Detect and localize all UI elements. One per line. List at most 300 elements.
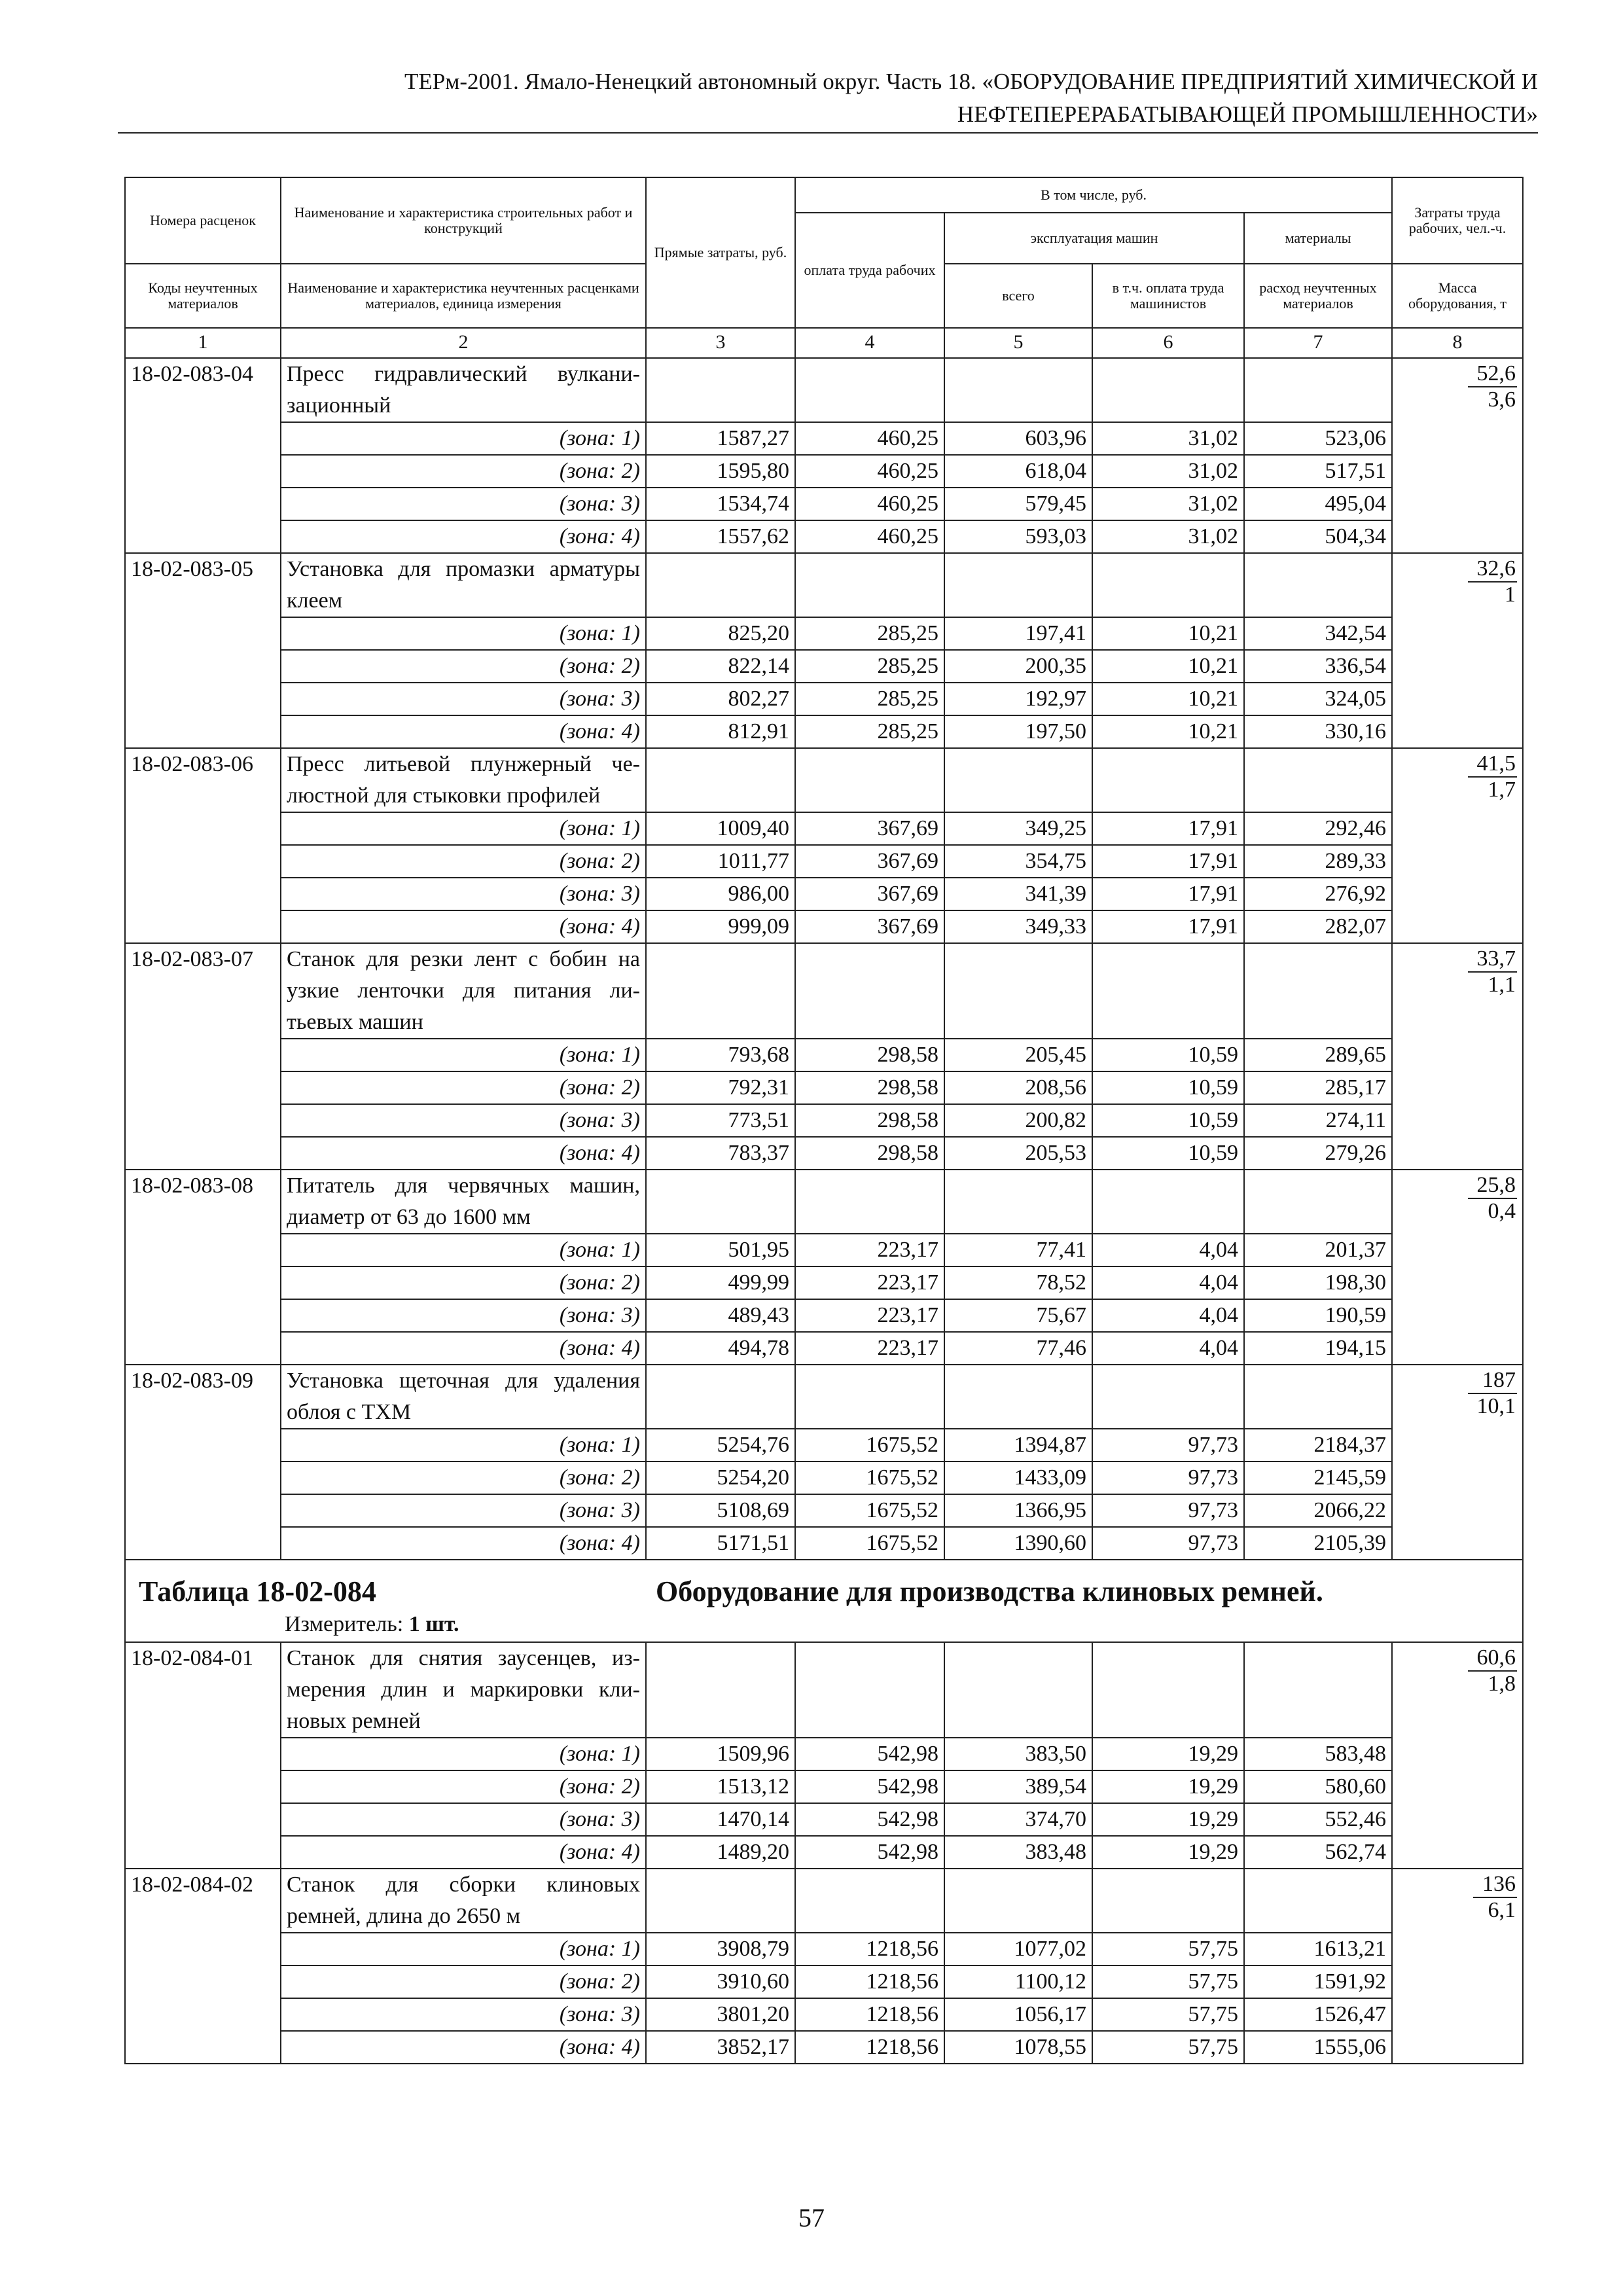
rates-table — [124, 177, 1524, 2064]
zone-row — [125, 520, 1523, 553]
materials-value: 292,46 — [1244, 812, 1392, 845]
table-label: Таблица 18-02-084 — [139, 1575, 376, 1607]
machines-total-value: 389,54 — [944, 1770, 1092, 1803]
column-numbers-row — [125, 328, 1523, 358]
machines-total-value: 77,41 — [944, 1234, 1092, 1266]
empty-cell — [646, 553, 795, 617]
column-number: 5 — [944, 328, 1092, 358]
workers-pay-value: 367,69 — [795, 845, 944, 878]
page-number: 57 — [798, 2203, 825, 2233]
header-materials: материалы — [1244, 213, 1392, 264]
labor-mass-fraction — [1392, 358, 1523, 553]
machines-total-value: 1366,95 — [944, 1494, 1092, 1527]
zone-label: (зона: 4) — [281, 1527, 646, 1560]
machinists-pay-value: 10,59 — [1092, 1039, 1244, 1071]
materials-value: 552,46 — [1244, 1803, 1392, 1836]
machinists-pay-value: 19,29 — [1092, 1738, 1244, 1770]
empty-cell — [1244, 553, 1392, 617]
fraction — [1468, 948, 1518, 996]
direct-costs-value: 1470,14 — [646, 1803, 795, 1836]
empty-cell — [1092, 1642, 1244, 1738]
machines-total-value: 354,75 — [944, 845, 1092, 878]
empty-cell — [1092, 1869, 1244, 1933]
materials-value: 342,54 — [1244, 617, 1392, 650]
header-rates-codes: Коды неучтенных материалов — [125, 264, 281, 328]
table-title-line — [139, 1573, 1517, 1610]
rate-code: 18-02-083-05 — [125, 553, 281, 748]
direct-costs-value: 3908,79 — [646, 1933, 795, 1965]
machines-total-value: 579,45 — [944, 488, 1092, 520]
measurer-value: 1 шт. — [408, 1612, 459, 1636]
zone-label: (зона: 1) — [281, 812, 646, 845]
labor-mass-fraction — [1392, 748, 1523, 943]
zone-label: (зона: 3) — [281, 683, 646, 715]
materials-value: 523,06 — [1244, 422, 1392, 455]
machinists-pay-value: 10,21 — [1092, 617, 1244, 650]
empty-cell — [1092, 553, 1244, 617]
direct-costs-value: 1557,62 — [646, 520, 795, 553]
zone-label: (зона: 3) — [281, 878, 646, 910]
zone-row — [125, 812, 1523, 845]
labor-value: 32,6 — [1468, 558, 1518, 583]
zone-label: (зона: 1) — [281, 1738, 646, 1770]
machines-total-value: 200,35 — [944, 650, 1092, 683]
machinists-pay-value: 4,04 — [1092, 1332, 1244, 1365]
zone-label: (зона: 4) — [281, 520, 646, 553]
zone-label: (зона: 1) — [281, 1039, 646, 1071]
workers-pay-value: 1218,56 — [795, 2031, 944, 2064]
empty-cell — [646, 1642, 795, 1738]
workers-pay-value: 367,69 — [795, 812, 944, 845]
materials-value: 2184,37 — [1244, 1429, 1392, 1462]
fraction — [1468, 363, 1518, 411]
zone-label: (зона: 4) — [281, 1836, 646, 1869]
workers-pay-value: 285,25 — [795, 715, 944, 748]
empty-cell — [795, 1170, 944, 1234]
zone-row — [125, 1104, 1523, 1137]
empty-cell — [1244, 748, 1392, 812]
mass-value: 1 — [1505, 583, 1516, 607]
materials-value: 289,65 — [1244, 1039, 1392, 1071]
machines-total-value: 603,96 — [944, 422, 1092, 455]
direct-costs-value: 1534,74 — [646, 488, 795, 520]
workers-pay-value: 223,17 — [795, 1266, 944, 1299]
rate-item-row — [125, 553, 1523, 617]
rate-item-row — [125, 1642, 1523, 1738]
zone-row — [125, 1494, 1523, 1527]
zone-label: (зона: 4) — [281, 1137, 646, 1170]
workers-pay-value: 1675,52 — [795, 1527, 944, 1560]
machinists-pay-value: 19,29 — [1092, 1803, 1244, 1836]
direct-costs-value: 783,37 — [646, 1137, 795, 1170]
machines-total-value: 78,52 — [944, 1266, 1092, 1299]
direct-costs-value: 802,27 — [646, 683, 795, 715]
zone-label: (зона: 3) — [281, 1494, 646, 1527]
workers-pay-value: 223,17 — [795, 1332, 944, 1365]
zone-label: (зона: 1) — [281, 422, 646, 455]
rate-item-row — [125, 358, 1523, 422]
zone-label: (зона: 4) — [281, 910, 646, 943]
workers-pay-value: 1218,56 — [795, 1933, 944, 1965]
workers-pay-value: 460,25 — [795, 422, 944, 455]
zone-label: (зона: 2) — [281, 650, 646, 683]
empty-cell — [795, 943, 944, 1039]
mass-value: 3,6 — [1488, 387, 1516, 412]
machinists-pay-value: 10,59 — [1092, 1071, 1244, 1104]
zone-row — [125, 878, 1523, 910]
empty-cell — [1244, 1869, 1392, 1933]
rate-name: Станок для резки лент с бобин на узкие ленточки для питания литьевых машин — [281, 943, 646, 1039]
rate-code: 18-02-083-09 — [125, 1365, 281, 1560]
labor-value: 52,6 — [1468, 363, 1518, 387]
machines-total-value: 192,97 — [944, 683, 1092, 715]
rate-name: Станок для снятия заусенцев, измерения длин и маркировки клиновых ремней — [281, 1642, 646, 1738]
header-work-name: Наименование и характеристика строительных работ и конструкций — [281, 177, 646, 264]
materials-value: 1526,47 — [1244, 1998, 1392, 2031]
empty-cell — [944, 1642, 1092, 1738]
header-materials-name: Наименование и характеристика неучтенных расценками материалов, единица измерения — [281, 264, 646, 328]
column-number: 2 — [281, 328, 646, 358]
empty-cell — [795, 1869, 944, 1933]
direct-costs-value: 986,00 — [646, 878, 795, 910]
direct-costs-value: 489,43 — [646, 1299, 795, 1332]
empty-cell — [1244, 358, 1392, 422]
header-direct-costs: Прямые затраты, руб. — [646, 177, 795, 328]
mass-value: 1,1 — [1488, 973, 1516, 997]
header-row — [125, 177, 1523, 213]
rate-name: Станок для сборки клиновых ремней, длина до 2650 м — [281, 1869, 646, 1933]
zone-row — [125, 1738, 1523, 1770]
materials-value: 282,07 — [1244, 910, 1392, 943]
machinists-pay-value: 17,91 — [1092, 878, 1244, 910]
labor-mass-fraction — [1392, 943, 1523, 1170]
labor-mass-fraction — [1392, 553, 1523, 748]
materials-value: 2105,39 — [1244, 1527, 1392, 1560]
table-title-row — [125, 1560, 1523, 1642]
rate-name: Питатель для червячных машин, диаметр от 63 до 1600 мм — [281, 1170, 646, 1234]
materials-value: 1591,92 — [1244, 1965, 1392, 1998]
materials-value: 289,33 — [1244, 845, 1392, 878]
empty-cell — [1092, 358, 1244, 422]
empty-cell — [795, 358, 944, 422]
zone-row — [125, 715, 1523, 748]
direct-costs-value: 793,68 — [646, 1039, 795, 1071]
direct-costs-value: 1595,80 — [646, 455, 795, 488]
empty-cell — [646, 748, 795, 812]
empty-cell — [944, 553, 1092, 617]
zone-row — [125, 1770, 1523, 1803]
workers-pay-value: 542,98 — [795, 1836, 944, 1869]
machines-total-value: 341,39 — [944, 878, 1092, 910]
workers-pay-value: 298,58 — [795, 1104, 944, 1137]
materials-value: 580,60 — [1244, 1770, 1392, 1803]
empty-cell — [646, 1365, 795, 1429]
machinists-pay-value: 10,59 — [1092, 1104, 1244, 1137]
workers-pay-value: 1675,52 — [795, 1494, 944, 1527]
zone-row — [125, 1998, 1523, 2031]
machines-total-value: 205,53 — [944, 1137, 1092, 1170]
zone-row — [125, 683, 1523, 715]
direct-costs-value: 3910,60 — [646, 1965, 795, 1998]
labor-value: 187 — [1468, 1369, 1518, 1394]
direct-costs-value: 5171,51 — [646, 1527, 795, 1560]
column-number: 8 — [1392, 328, 1523, 358]
mass-value: 6,1 — [1488, 1898, 1516, 1922]
direct-costs-value: 1011,77 — [646, 845, 795, 878]
mass-value: 1,7 — [1488, 778, 1516, 802]
zone-label: (зона: 4) — [281, 1332, 646, 1365]
zone-label: (зона: 1) — [281, 1933, 646, 1965]
direct-costs-value: 812,91 — [646, 715, 795, 748]
fraction — [1468, 558, 1518, 606]
machinists-pay-value: 10,21 — [1092, 715, 1244, 748]
direct-costs-value: 1509,96 — [646, 1738, 795, 1770]
direct-costs-value: 1513,12 — [646, 1770, 795, 1803]
zone-label: (зона: 3) — [281, 1998, 646, 2031]
workers-pay-value: 285,25 — [795, 617, 944, 650]
direct-costs-value: 3801,20 — [646, 1998, 795, 2031]
zone-row — [125, 617, 1523, 650]
workers-pay-value: 1675,52 — [795, 1462, 944, 1494]
zone-row — [125, 1266, 1523, 1299]
direct-costs-value: 825,20 — [646, 617, 795, 650]
direct-costs-value: 499,99 — [646, 1266, 795, 1299]
header-machinists-pay: в т.ч. оплата труда машинистов — [1092, 264, 1244, 328]
zone-row — [125, 650, 1523, 683]
machinists-pay-value: 97,73 — [1092, 1494, 1244, 1527]
materials-value: 190,59 — [1244, 1299, 1392, 1332]
zone-row — [125, 1462, 1523, 1494]
header-workers-pay: оплата труда рабочих — [795, 213, 944, 328]
machinists-pay-value: 97,73 — [1092, 1429, 1244, 1462]
materials-value: 336,54 — [1244, 650, 1392, 683]
machinists-pay-value: 57,75 — [1092, 1998, 1244, 2031]
zone-row — [125, 1299, 1523, 1332]
rate-item-row — [125, 1365, 1523, 1429]
zone-label: (зона: 1) — [281, 1429, 646, 1462]
workers-pay-value: 285,25 — [795, 650, 944, 683]
workers-pay-value: 223,17 — [795, 1299, 944, 1332]
zone-label: (зона: 3) — [281, 488, 646, 520]
fraction — [1468, 1647, 1518, 1695]
empty-cell — [795, 1365, 944, 1429]
zone-label: (зона: 3) — [281, 1299, 646, 1332]
rate-code: 18-02-083-06 — [125, 748, 281, 943]
column-number: 6 — [1092, 328, 1244, 358]
empty-cell — [1092, 748, 1244, 812]
rate-code: 18-02-083-08 — [125, 1170, 281, 1365]
materials-value: 285,17 — [1244, 1071, 1392, 1104]
rate-code: 18-02-084-01 — [125, 1642, 281, 1869]
machinists-pay-value: 97,73 — [1092, 1462, 1244, 1494]
page-header — [118, 65, 1538, 134]
empty-cell — [646, 358, 795, 422]
workers-pay-value: 460,25 — [795, 455, 944, 488]
rate-name: Пресс литьевой плунжерный челюстной для стыковки профилей — [281, 748, 646, 812]
machinists-pay-value: 4,04 — [1092, 1234, 1244, 1266]
materials-value: 562,74 — [1244, 1836, 1392, 1869]
zone-row — [125, 845, 1523, 878]
machines-total-value: 1394,87 — [944, 1429, 1092, 1462]
empty-cell — [1092, 1170, 1244, 1234]
header-line-1: ТЕРм-2001. Ямало-Ненецкий автономный округ. Часть 18. «ОБОРУДОВАНИЕ ПРЕДПРИЯТИЙ ХИМИЧЕСКОЙ И — [404, 69, 1538, 94]
empty-cell — [944, 1170, 1092, 1234]
labor-mass-fraction — [1392, 1642, 1523, 1869]
machinists-pay-value: 17,91 — [1092, 910, 1244, 943]
empty-cell — [646, 943, 795, 1039]
zone-label: (зона: 1) — [281, 617, 646, 650]
zone-row — [125, 1933, 1523, 1965]
direct-costs-value: 1587,27 — [646, 422, 795, 455]
machinists-pay-value: 57,75 — [1092, 1933, 1244, 1965]
direct-costs-value: 999,09 — [646, 910, 795, 943]
workers-pay-value: 367,69 — [795, 910, 944, 943]
machines-total-value: 349,25 — [944, 812, 1092, 845]
workers-pay-value: 298,58 — [795, 1137, 944, 1170]
labor-value: 25,8 — [1468, 1174, 1518, 1199]
zone-row — [125, 2031, 1523, 2064]
workers-pay-value: 460,25 — [795, 520, 944, 553]
materials-value: 279,26 — [1244, 1137, 1392, 1170]
machinists-pay-value: 17,91 — [1092, 845, 1244, 878]
zone-label: (зона: 2) — [281, 1266, 646, 1299]
materials-value: 330,16 — [1244, 715, 1392, 748]
zone-label: (зона: 3) — [281, 1104, 646, 1137]
materials-value: 1613,21 — [1244, 1933, 1392, 1965]
zone-row — [125, 910, 1523, 943]
workers-pay-value: 1675,52 — [795, 1429, 944, 1462]
table-title: Оборудование для производства клиновых ремней. — [656, 1575, 1323, 1607]
rate-item-row — [125, 943, 1523, 1039]
labor-mass-fraction — [1392, 1170, 1523, 1365]
machines-total-value: 383,50 — [944, 1738, 1092, 1770]
materials-value: 583,48 — [1244, 1738, 1392, 1770]
rate-code: 18-02-084-02 — [125, 1869, 281, 2064]
empty-cell — [944, 748, 1092, 812]
machinists-pay-value: 31,02 — [1092, 520, 1244, 553]
empty-cell — [795, 748, 944, 812]
machinists-pay-value: 57,75 — [1092, 2031, 1244, 2064]
materials-value: 194,15 — [1244, 1332, 1392, 1365]
empty-cell — [1244, 1170, 1392, 1234]
labor-value: 60,6 — [1468, 1647, 1518, 1672]
machines-total-value: 1077,02 — [944, 1933, 1092, 1965]
materials-value: 1555,06 — [1244, 2031, 1392, 2064]
machines-total-value: 197,41 — [944, 617, 1092, 650]
direct-costs-value: 1009,40 — [646, 812, 795, 845]
materials-value: 274,11 — [1244, 1104, 1392, 1137]
rate-name: Пресс гидравлический вулканизационный — [281, 358, 646, 422]
header-materials-usage: расход неучтенных материалов — [1244, 264, 1392, 328]
rate-code: 18-02-083-04 — [125, 358, 281, 553]
machinists-pay-value: 4,04 — [1092, 1299, 1244, 1332]
empty-cell — [1092, 943, 1244, 1039]
materials-value: 324,05 — [1244, 683, 1392, 715]
empty-cell — [944, 943, 1092, 1039]
direct-costs-value: 1489,20 — [646, 1836, 795, 1869]
workers-pay-value: 542,98 — [795, 1738, 944, 1770]
workers-pay-value: 298,58 — [795, 1071, 944, 1104]
workers-pay-value: 1218,56 — [795, 1965, 944, 1998]
header-machines: эксплуатация машин — [944, 213, 1244, 264]
machinists-pay-value: 31,02 — [1092, 488, 1244, 520]
machinists-pay-value: 97,73 — [1092, 1527, 1244, 1560]
zone-label: (зона: 1) — [281, 1234, 646, 1266]
fraction — [1468, 1369, 1518, 1418]
machines-total-value: 205,45 — [944, 1039, 1092, 1071]
machines-total-value: 200,82 — [944, 1104, 1092, 1137]
machines-total-value: 77,46 — [944, 1332, 1092, 1365]
zone-row — [125, 1803, 1523, 1836]
workers-pay-value: 460,25 — [795, 488, 944, 520]
zone-row — [125, 1234, 1523, 1266]
workers-pay-value: 542,98 — [795, 1803, 944, 1836]
labor-value: 136 — [1473, 1873, 1517, 1898]
labor-value: 33,7 — [1468, 948, 1518, 973]
table-title-block — [125, 1560, 1523, 1642]
zone-label: (зона: 3) — [281, 1803, 646, 1836]
machines-total-value: 1100,12 — [944, 1965, 1092, 1998]
zone-label: (зона: 2) — [281, 1965, 646, 1998]
rate-code: 18-02-083-07 — [125, 943, 281, 1170]
machines-total-value: 349,33 — [944, 910, 1092, 943]
materials-value: 495,04 — [1244, 488, 1392, 520]
labor-mass-fraction — [1392, 1365, 1523, 1560]
machinists-pay-value: 31,02 — [1092, 422, 1244, 455]
labor-mass-fraction — [1392, 1869, 1523, 2064]
machinists-pay-value: 19,29 — [1092, 1836, 1244, 1869]
machines-total-value: 1078,55 — [944, 2031, 1092, 2064]
zone-label: (зона: 2) — [281, 1462, 646, 1494]
header-line-2: НЕФТЕПЕРЕРАБАТЫВАЮЩЕЙ ПРОМЫШЛЕННОСТИ» — [957, 101, 1538, 127]
workers-pay-value: 542,98 — [795, 1770, 944, 1803]
labor-value: 41,5 — [1468, 753, 1518, 778]
zone-row — [125, 1527, 1523, 1560]
materials-value: 201,37 — [1244, 1234, 1392, 1266]
machinists-pay-value: 10,21 — [1092, 650, 1244, 683]
column-number: 4 — [795, 328, 944, 358]
measurer-label: Измеритель: — [285, 1612, 404, 1636]
column-number: 1 — [125, 328, 281, 358]
direct-costs-value: 5254,20 — [646, 1462, 795, 1494]
machinists-pay-value: 10,59 — [1092, 1137, 1244, 1170]
empty-cell — [944, 358, 1092, 422]
machinists-pay-value: 17,91 — [1092, 812, 1244, 845]
machines-total-value: 383,48 — [944, 1836, 1092, 1869]
machinists-pay-value: 19,29 — [1092, 1770, 1244, 1803]
column-number: 3 — [646, 328, 795, 358]
empty-cell — [646, 1869, 795, 1933]
machines-total-value: 1433,09 — [944, 1462, 1092, 1494]
workers-pay-value: 223,17 — [795, 1234, 944, 1266]
machinists-pay-value: 4,04 — [1092, 1266, 1244, 1299]
materials-value: 517,51 — [1244, 455, 1392, 488]
empty-cell — [1244, 1365, 1392, 1429]
zone-label: (зона: 2) — [281, 1071, 646, 1104]
zone-label: (зона: 2) — [281, 845, 646, 878]
empty-cell — [944, 1365, 1092, 1429]
header-including: В том числе, руб. — [795, 177, 1392, 213]
zone-row — [125, 1039, 1523, 1071]
zone-row — [125, 1137, 1523, 1170]
direct-costs-value: 501,95 — [646, 1234, 795, 1266]
fraction — [1473, 1873, 1517, 1922]
empty-cell — [1244, 1642, 1392, 1738]
direct-costs-value: 792,31 — [646, 1071, 795, 1104]
column-number: 7 — [1244, 328, 1392, 358]
measurer — [139, 1610, 1517, 1639]
empty-cell — [646, 1170, 795, 1234]
